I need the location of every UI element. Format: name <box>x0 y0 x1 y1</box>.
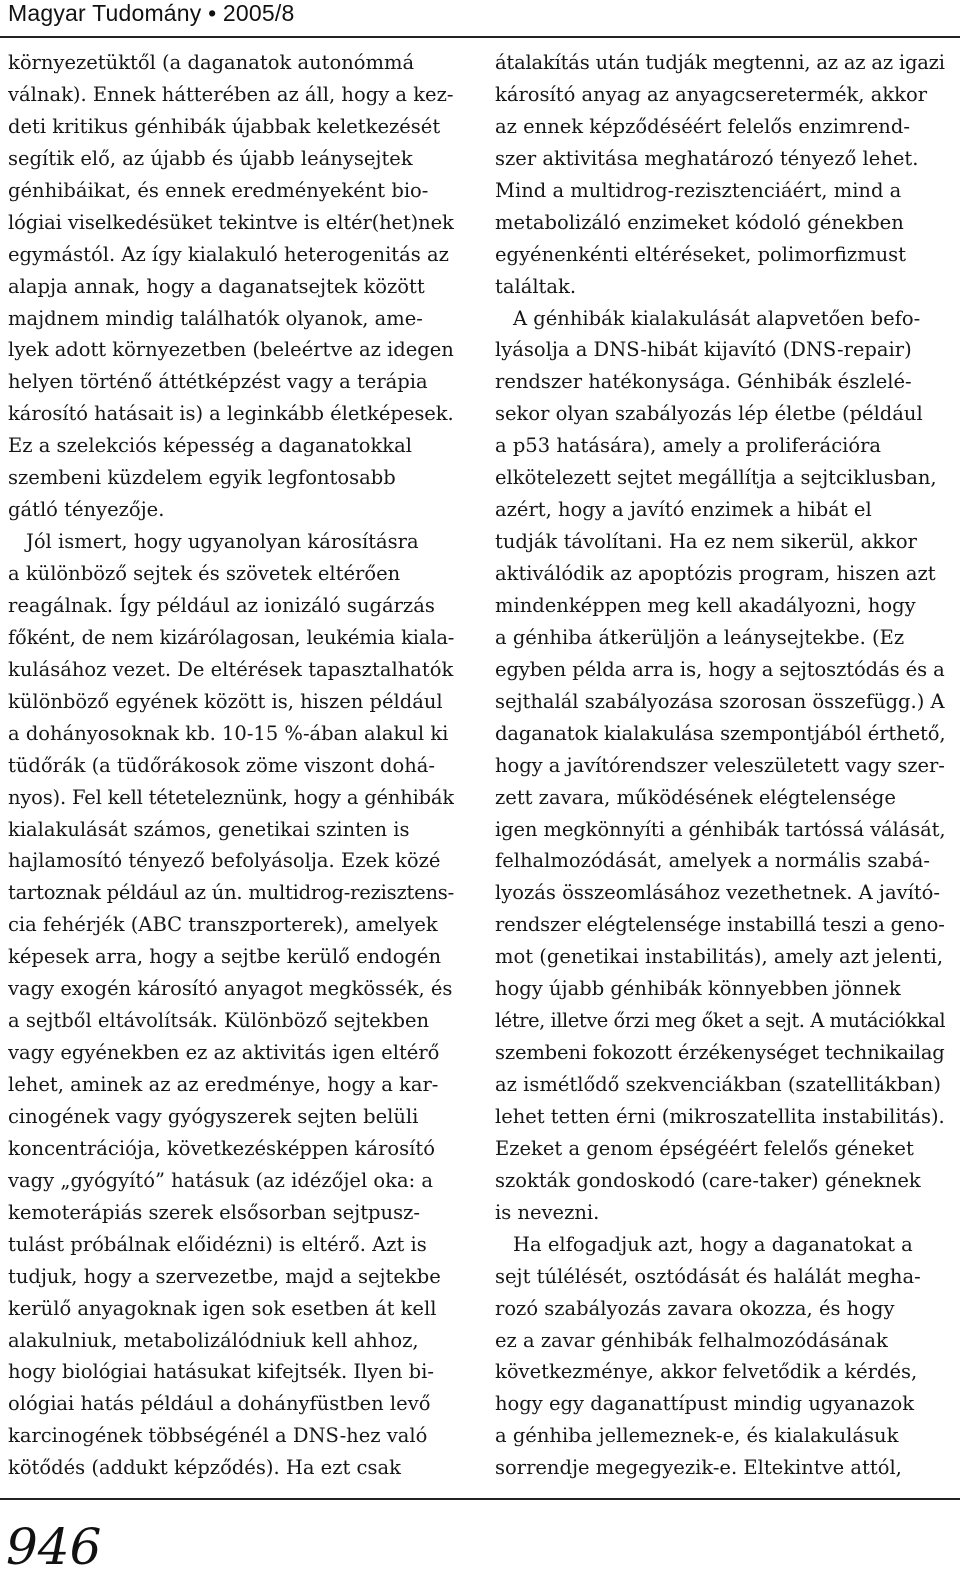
text-line: vagy „gyógyító” hatásuk (az idézőjel oka: a <box>8 1168 433 1192</box>
text-line: nyos). Fel kell téteteleznünk, hogy a génhibák <box>8 785 454 809</box>
text-line: tudjuk, hogy a szervezetbe, majd a sejtekbe <box>8 1264 441 1288</box>
footer-rule <box>0 1498 960 1500</box>
text-line: lyek adott környezetben (beleértve az idegen <box>8 338 454 362</box>
text-line: tulást próbálnak előidézni) is eltérő. Azt is <box>8 1232 427 1256</box>
text-line: szembeni küzdelem egyik legfontosabb <box>8 466 396 490</box>
text-line: ológiai hatás például a dohányfüstben levő <box>8 1392 431 1416</box>
text-line: kemoterápiás szerek elsősorban sejtpusz- <box>8 1200 420 1224</box>
text-line: válnak). Ennek hátterében az áll, hogy a kez- <box>8 82 454 106</box>
text-line: egyénenkénti eltéréseket, polimorfizmust <box>495 242 906 266</box>
text-line: is nevezni. <box>495 1200 600 1224</box>
text-line: reagálnak. Így például az ionizáló sugárzás <box>8 593 435 617</box>
text-line: rozó szabályozás zavara okozza, és hogy <box>495 1296 895 1320</box>
text-line: karcinogének többségénél a DNS-hez való <box>8 1424 428 1448</box>
text-line: főként, de nem kizárólagosan, leukémia kiala- <box>8 625 454 649</box>
text-line: kerülő anyagoknak igen sok esetben át kell <box>8 1296 437 1320</box>
text-line: helyen történő áttétképzést vagy a terápia <box>8 370 428 394</box>
text-line: átalakítás után tudják megtenni, az az az igazi <box>495 51 945 74</box>
text-line: szokták gondoskodó (care-taker) géneknek <box>495 1168 921 1192</box>
text-line: egyben példa arra is, hogy a sejtosztódás és a <box>495 657 945 681</box>
text-line: hogy a javítórendszer veleszületett vagy szer- <box>495 753 945 777</box>
text-line: aktiválódik az apoptózis program, hiszen azt <box>495 562 936 585</box>
header-rule <box>0 36 960 38</box>
text-line: Ezeket a genom épségéért felelős géneket <box>495 1136 914 1160</box>
text-line: elkötelezett sejtet megállítja a sejtciklusban, <box>495 466 937 490</box>
page-number: 946 <box>6 1518 102 1576</box>
text-line: kulásához vezet. De eltérések tapasztalhatók <box>8 657 454 681</box>
text-line: cinogének vagy gyógyszerek sejten belüli <box>8 1104 419 1128</box>
text-line: az ismétlődő szekvenciákban (szatellitákban) <box>495 1073 941 1096</box>
text-line: lyásolja a DNS-hibát kijavító (DNS-repair) <box>495 338 912 362</box>
text-line: sejthalál szabályozása szorosan összefügg.) A <box>495 689 945 713</box>
text-line: környezetüktől (a daganatok autonómmá <box>8 51 415 74</box>
text-line: metabolizáló enzimeket kódoló génekben <box>495 210 904 234</box>
text-line: vagy exogén károsító anyagot megkössék, és <box>8 977 453 1001</box>
text-line: képesek arra, hogy a sejtbe kerülő endogén <box>8 945 442 969</box>
right-column <box>495 47 945 1484</box>
text-line: lehet, aminek az az eredménye, hogy a kar- <box>8 1073 439 1096</box>
text-line: szembeni fokozott érzékenységet technikailag <box>495 1041 945 1065</box>
text-line: lehet tetten érni (mikroszatellita instabilitás). <box>495 1104 945 1128</box>
text-line: ez a zavar génhibák felhalmozódásának <box>495 1328 888 1352</box>
left-column <box>8 47 454 1484</box>
text-line: sejt túlélését, osztódását és halálát megha- <box>495 1264 921 1288</box>
text-line: károsító anyag az anyagcseretermék, akkor <box>495 82 928 106</box>
text-line: rendszer hatékonysága. Génhibák észlelé- <box>495 370 912 394</box>
text-line: az ennek képződéséért felelős enzimrend- <box>495 114 910 138</box>
text-line: azért, hogy a javító enzimek a hibát el <box>495 498 872 522</box>
text-line: rendszer elégtelensége instabillá teszi a geno- <box>495 913 945 937</box>
text-line: a sejtből eltávolítsák. Különböző sejtekben <box>8 1009 430 1033</box>
text-line: károsító hatásait is) a leginkább életképesek. <box>8 402 454 426</box>
text-line: daganatok kialakulása szempontjából érthető, <box>495 721 945 745</box>
text-line: koncentrációja, következésképpen károsító <box>8 1136 435 1160</box>
text-line: egymástól. Az így kialakuló heterogenitás az <box>8 242 449 266</box>
text-line: zett zavara, működésének elégtelensége <box>495 785 896 809</box>
text-line: majdnem mindig találhatók olyanok, ame- <box>8 306 423 330</box>
text-line: a különböző sejtek és szövetek eltérően <box>8 562 401 585</box>
text-line: Ha elfogadjuk azt, hogy a daganatokat a <box>513 1232 913 1256</box>
text-line: sorrendje megegyezik-e. Eltekintve attól, <box>495 1456 902 1480</box>
text-line: kötődés (addukt képződés). Ha ezt csak <box>8 1456 401 1480</box>
text-line: találtak. <box>495 274 577 298</box>
text-line: segítik elő, az újabb és újabb leánysejtek <box>8 146 413 170</box>
text-line: Ez a szelekciós képesség a daganatokkal <box>8 434 412 458</box>
text-line: különböző egyének között is, hiszen például <box>8 689 443 713</box>
text-line: gátló tényezője. <box>8 498 165 522</box>
text-line: deti kritikus génhibák újabbak keletkezését <box>8 114 441 138</box>
text-line: lógiai viselkedésüket tekintve is eltér(het)nek <box>8 210 454 234</box>
running-header: Magyar Tudomány • 2005/8 <box>8 0 295 26</box>
text-line: felhalmozódását, amelyek a normális szabá- <box>495 849 930 873</box>
text-line: a génhiba jellemeznek-e, és kialakulásuk <box>495 1424 899 1448</box>
text-line: alapja annak, hogy a daganatsejtek között <box>8 274 425 298</box>
text-line: mindenképpen meg kell akadályozni, hogy <box>495 593 916 617</box>
text-line: mot (genetikai instabilitás), amely azt jelenti, <box>495 945 944 969</box>
text-line: alakulniuk, metabolizálódniuk kell ahhoz, <box>8 1328 419 1352</box>
text-line: a dohányosoknak kb. 10-15 %-ában alakul ki <box>8 721 449 745</box>
text-line: tartoznak például az ún. multidrog-rezisztens- <box>8 881 454 905</box>
text-line: kialakulását számos, genetikai szinten is <box>8 817 410 841</box>
text-line: létre, illetve őrzi meg őket a sejt. A mutációkkal <box>495 1009 945 1033</box>
text-line: hogy újabb génhibák könnyebben jönnek <box>495 977 901 1001</box>
text-line: lyozás összeomlásához vezethetnek. A javító- <box>495 881 940 905</box>
text-line: vagy egyénekben ez az aktivitás igen eltérő <box>8 1041 440 1065</box>
text-line: következménye, akkor felvetődik a kérdés, <box>495 1360 918 1384</box>
text-line: sekor olyan szabályozás lép életbe (például <box>495 402 923 426</box>
text-line: hogy egy daganattípust mindig ugyanazok <box>495 1392 915 1416</box>
text-line: Mind a multidrog-rezisztenciáért, mind a <box>495 178 902 202</box>
text-line: a génhiba átkerüljön a leánysejtekbe. (Ez <box>495 625 905 649</box>
text-line: génhibáikat, és ennek eredményeként bio- <box>8 178 429 202</box>
text-line: a p53 hatására), amely a proliferációra <box>495 434 882 458</box>
text-line: Jól ismert, hogy ugyanolyan károsításra <box>26 530 419 554</box>
text-line: cia fehérjék (ABC transzporterek), amelyek <box>8 913 438 937</box>
text-line: hogy biológiai hatásukat kifejtsék. Ilyen bi- <box>8 1360 434 1384</box>
text-line: A génhibák kialakulását alapvetően befo- <box>513 306 921 330</box>
text-line: hajlamosító tényező befolyásolja. Ezek közé <box>8 849 441 873</box>
text-line: szer aktivitása meghatározó tényező lehet. <box>495 146 919 170</box>
text-line: tüdőrák (a tüdőrákosok zöme viszont dohá- <box>8 753 436 777</box>
text-line: tudják távolítani. Ha ez nem sikerül, akkor <box>495 530 917 554</box>
text-line: igen megkönnyíti a génhibák tartóssá válását, <box>495 817 945 841</box>
